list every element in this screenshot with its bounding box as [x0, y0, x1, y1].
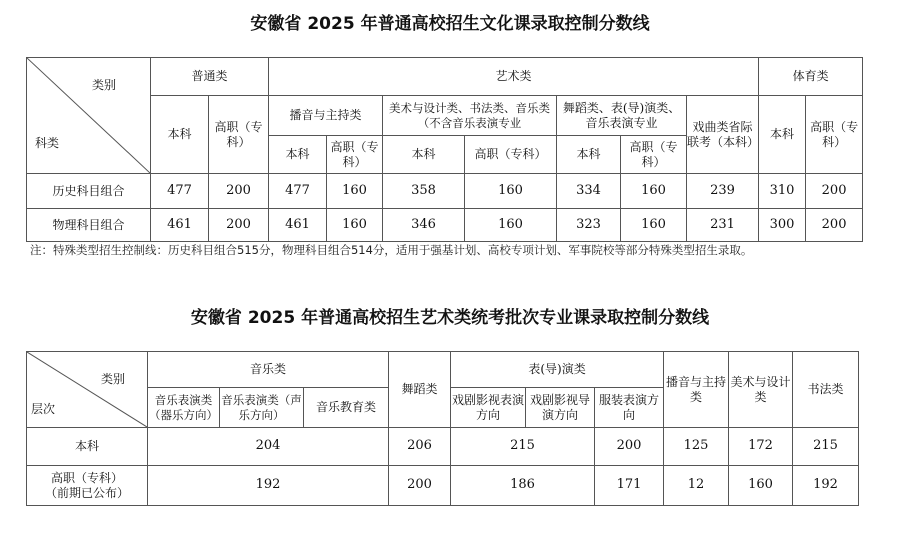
score-cell: 160 — [327, 174, 383, 209]
score-cell: 160 — [465, 209, 557, 242]
art-score-table — [26, 351, 859, 506]
score-cell: 358 — [383, 174, 465, 209]
score-cell: 200 — [595, 428, 664, 466]
row-label: 物理科目组合 — [27, 209, 151, 242]
fuzhuang-header: 服装表演方向 — [595, 388, 664, 428]
header-tiyu: 体育类 — [759, 58, 863, 96]
xiju-daoyan-header: 戏剧影视导演方向 — [526, 388, 595, 428]
score-cell: 160 — [729, 466, 793, 506]
score-cell: 160 — [465, 174, 557, 209]
bobo-gaozhi-header: 高职（专科） — [327, 136, 383, 174]
putong-gaozhi-header: 高职（专科） — [209, 96, 269, 174]
score-cell: 239 — [687, 174, 759, 209]
header-bobo: 播音与主持类 — [664, 352, 729, 428]
corner-category-label: 类别 — [100, 372, 125, 386]
wudao-benke-header: 本科 — [557, 136, 621, 174]
bobo-header: 播音与主持类 — [269, 96, 383, 136]
yinyue-jiaoyu-header: 音乐教育类 — [304, 388, 389, 428]
score-cell: 204 — [148, 428, 389, 466]
header-yinyue: 音乐类 — [148, 352, 389, 388]
score-cell: 461 — [151, 209, 209, 242]
score-cell: 310 — [759, 174, 806, 209]
xiqu-header: 戏曲类省际联考（本科） — [687, 96, 759, 174]
header-putong: 普通类 — [151, 58, 269, 96]
score-cell: 12 — [664, 466, 729, 506]
tiyu-gaozhi-header: 高职（专科） — [806, 96, 863, 174]
putong-benke-header: 本科 — [151, 96, 209, 174]
row-label-sub: （前期已公布） — [44, 485, 129, 500]
table2-corner-cell — [27, 352, 148, 428]
table1-corner-cell — [27, 58, 151, 174]
corner-category-label: 类别 — [91, 78, 116, 92]
xiju-biaoyan-header: 戏剧影视表演方向 — [451, 388, 526, 428]
score-cell: 200 — [806, 209, 863, 242]
score-cell: 215 — [451, 428, 595, 466]
table-row — [27, 209, 863, 242]
score-cell: 215 — [793, 428, 859, 466]
table-row — [27, 428, 859, 466]
header-wudao: 舞蹈类 — [389, 352, 451, 428]
score-cell: 477 — [151, 174, 209, 209]
score-cell: 346 — [383, 209, 465, 242]
score-cell: 192 — [148, 466, 389, 506]
score-cell: 334 — [557, 174, 621, 209]
score-cell: 186 — [451, 466, 595, 506]
row-label: 历史科目组合 — [27, 174, 151, 209]
table1-title: 安徽省 2025 年普通高校招生文化课录取控制分数线 — [250, 14, 650, 34]
header-biaoyan: 表(导)演类 — [451, 352, 664, 388]
table2-title: 安徽省 2025 年普通高校招生艺术类统考批次专业课录取控制分数线 — [190, 308, 710, 328]
special-type-note: 注：特殊类型招生控制线：历史科目组合515分，物理科目组合514分，适用于强基计划、高校专项计划、军事院校等部分特殊类型招生录取。 — [30, 243, 753, 257]
score-cell: 171 — [595, 466, 664, 506]
bobo-benke-header: 本科 — [269, 136, 327, 174]
table-row — [27, 174, 863, 209]
score-cell: 160 — [621, 209, 687, 242]
score-cell: 200 — [209, 174, 269, 209]
meishu-header: 美术与设计类、书法类、音乐类（不含音乐表演专业 — [383, 96, 557, 136]
wudao-gaozhi-header: 高职（专科） — [621, 136, 687, 174]
score-cell: 323 — [557, 209, 621, 242]
tiyu-benke-header: 本科 — [759, 96, 806, 174]
score-cell: 172 — [729, 428, 793, 466]
corner-subject-label: 科类 — [35, 136, 60, 150]
diagonal-line — [27, 58, 150, 173]
score-cell: 160 — [327, 209, 383, 242]
score-cell: 160 — [621, 174, 687, 209]
row-label — [27, 466, 148, 506]
header-shufa: 书法类 — [793, 352, 859, 428]
score-cell: 300 — [759, 209, 806, 242]
score-cell: 200 — [389, 466, 451, 506]
wudao-header: 舞蹈类、表(导)演类、音乐表演专业 — [557, 96, 687, 136]
score-cell: 461 — [269, 209, 327, 242]
meishu-benke-header: 本科 — [383, 136, 465, 174]
score-cell: 206 — [389, 428, 451, 466]
row-label: 本科 — [27, 428, 148, 466]
score-cell: 200 — [209, 209, 269, 242]
row-label-main: 高职（专科） — [50, 470, 123, 485]
score-cell: 125 — [664, 428, 729, 466]
score-cell: 200 — [806, 174, 863, 209]
corner-level-label: 层次 — [31, 402, 56, 416]
culture-score-table — [26, 57, 863, 242]
yinyue-shengyue-header: 音乐表演类（声乐方向） — [220, 388, 304, 428]
header-yishu: 艺术类 — [269, 58, 759, 96]
table-row — [27, 466, 859, 506]
header-meishu: 美术与设计类 — [729, 352, 793, 428]
meishu-gaozhi-header: 高职（专科） — [465, 136, 557, 174]
yinyue-qiyue-header: 音乐表演类（器乐方向） — [148, 388, 220, 428]
score-cell: 231 — [687, 209, 759, 242]
score-cell: 477 — [269, 174, 327, 209]
score-cell: 192 — [793, 466, 859, 506]
